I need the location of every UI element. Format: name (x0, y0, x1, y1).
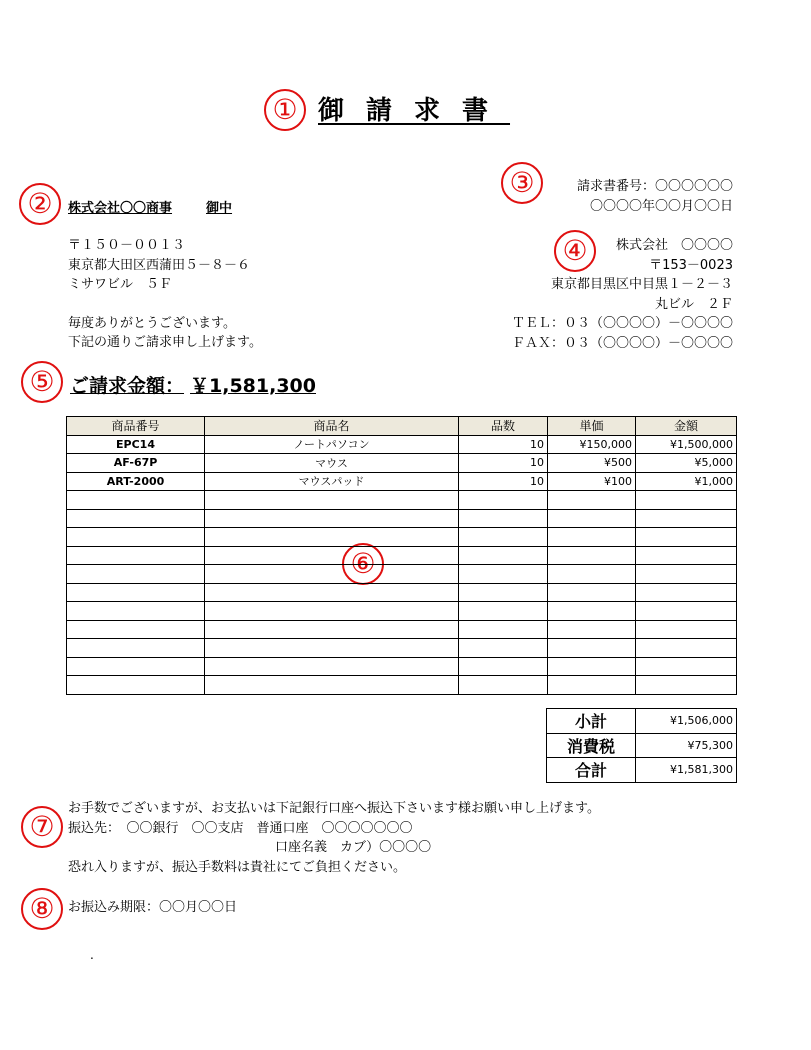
marker-3: ③ (501, 162, 543, 204)
empty-cell (636, 565, 737, 584)
billing-amount (70, 371, 316, 398)
empty-cell (67, 528, 205, 547)
empty-cell (67, 565, 205, 584)
empty-row (67, 639, 737, 658)
empty-cell (459, 676, 548, 695)
empty-cell (548, 620, 636, 639)
empty-cell (636, 546, 737, 565)
empty-cell (459, 602, 548, 621)
empty-cell (67, 546, 205, 565)
empty-cell (459, 620, 548, 639)
total-row (547, 758, 737, 783)
empty-cell (459, 657, 548, 676)
empty-cell (205, 620, 459, 639)
issuer-company: 株式会社 〇〇〇〇 (615, 238, 733, 253)
item-name: マウス (205, 454, 459, 473)
empty-cell (205, 676, 459, 695)
item-amount: ¥5,000 (636, 454, 737, 473)
item-unit-price: ¥500 (548, 454, 636, 473)
client-address-line1: 東京都大田区西蒲田５－８－６ (68, 257, 251, 273)
empty-cell (205, 546, 459, 565)
empty-cell (67, 509, 205, 528)
empty-cell (459, 509, 548, 528)
empty-cell (548, 583, 636, 602)
empty-cell (636, 602, 737, 621)
greeting-line2: 下記の通りご請求申し上げます。 (68, 335, 262, 350)
empty-row (67, 509, 737, 528)
empty-cell (636, 657, 737, 676)
empty-cell (548, 509, 636, 528)
issuer-postal: 〒153－0023 (649, 257, 733, 273)
invoice-date: 〇〇〇〇年〇〇月〇〇日 (589, 198, 733, 214)
greeting-line1: 毎度ありがとうございます。 (68, 315, 236, 331)
empty-cell (67, 491, 205, 510)
item-code: EPC14 (67, 435, 205, 454)
item-code: AF-67P (67, 454, 205, 473)
empty-cell (636, 491, 737, 510)
empty-row (67, 528, 737, 547)
empty-cell (548, 639, 636, 658)
subtotal-label: 小計 (547, 709, 636, 734)
empty-cell (459, 491, 548, 510)
empty-cell (548, 565, 636, 584)
bank-line1: お手数でございますが、お支払いは下記銀行口座へ振込下さいます様お願い申し上げます。 (68, 801, 600, 816)
bank-line2: 振込先： 〇〇銀行 〇〇支店 普通口座 〇〇〇〇〇〇〇 (68, 820, 413, 836)
marker-1: ① (264, 89, 306, 131)
empty-cell (67, 639, 205, 658)
client-address-line2: ミサワビル ５Ｆ (68, 277, 173, 292)
empty-cell (459, 565, 548, 584)
empty-cell (205, 583, 459, 602)
marker-6: ⑥ (342, 543, 384, 585)
empty-row (67, 491, 737, 510)
empty-row (67, 620, 737, 639)
empty-cell (548, 528, 636, 547)
table-row (67, 435, 737, 454)
empty-cell (67, 676, 205, 695)
tax-row (547, 733, 737, 758)
items-table (66, 416, 737, 695)
table-row (67, 472, 737, 491)
client-address (68, 236, 262, 353)
empty-row (67, 657, 737, 676)
issuer-fax: ＦＡＸ：０３（〇〇〇〇）－〇〇〇〇 (511, 335, 733, 351)
empty-cell (548, 546, 636, 565)
billing-amount-label: ご請求金額： (70, 375, 185, 397)
empty-row (67, 676, 737, 695)
empty-cell (205, 491, 459, 510)
item-code: ART-2000 (67, 472, 205, 491)
empty-row (67, 565, 737, 584)
empty-cell (548, 602, 636, 621)
marker-5: ⑤ (21, 361, 63, 403)
item-name: ノートパソコン (205, 435, 459, 454)
subtotal-row (547, 709, 737, 734)
empty-cell (459, 546, 548, 565)
client-company: 株式会社〇〇商事 (68, 201, 173, 216)
tax-label: 消費税 (547, 733, 636, 758)
item-amount: ¥1,500,000 (636, 435, 737, 454)
empty-cell (548, 491, 636, 510)
table-row (67, 454, 737, 473)
invoice-number: 請求書番号：〇〇〇〇〇〇 (576, 179, 733, 194)
header-code: 商品番号 (67, 417, 205, 436)
item-qty: 10 (459, 454, 548, 473)
issuer-tel: ＴＥＬ：０３（〇〇〇〇）－〇〇〇〇 (511, 316, 733, 331)
empty-cell (67, 657, 205, 676)
item-qty: 10 (459, 472, 548, 491)
issuer-block (512, 236, 733, 353)
empty-cell (459, 528, 548, 547)
empty-row (67, 546, 737, 565)
marker-7: ⑦ (21, 806, 63, 848)
header-name: 商品名 (205, 417, 459, 436)
bank-line4: 恐れ入りますが、振込手数料は貴社にてご負担ください。 (68, 859, 407, 875)
empty-cell (67, 620, 205, 639)
empty-cell (548, 676, 636, 695)
item-name: マウスパッド (205, 472, 459, 491)
item-qty: 10 (459, 435, 548, 454)
empty-cell (636, 528, 737, 547)
header-unit-price: 単価 (548, 417, 636, 436)
total-label: 合計 (547, 758, 636, 783)
empty-cell (636, 620, 737, 639)
subtotal-value: ¥1,506,000 (636, 709, 737, 734)
empty-row (67, 583, 737, 602)
invoice-info (577, 177, 733, 216)
table-header-row (67, 417, 737, 436)
client-honorific: 御中 (206, 201, 233, 216)
empty-cell (548, 657, 636, 676)
empty-cell (205, 509, 459, 528)
empty-cell (636, 676, 737, 695)
empty-cell (636, 509, 737, 528)
total-value: ¥1,581,300 (636, 758, 737, 783)
item-amount: ¥1,000 (636, 472, 737, 491)
empty-cell (205, 657, 459, 676)
empty-cell (636, 639, 737, 658)
empty-cell (67, 583, 205, 602)
empty-cell (205, 639, 459, 658)
item-unit-price: ¥100 (548, 472, 636, 491)
footnote-dot: . (90, 948, 94, 962)
header-qty: 品数 (459, 417, 548, 436)
empty-cell (205, 602, 459, 621)
empty-cell (459, 583, 548, 602)
empty-row (67, 602, 737, 621)
bank-line3: 口座名義 カブ）〇〇〇〇 (275, 840, 432, 855)
empty-cell (205, 528, 459, 547)
issuer-address2: 丸ビル ２Ｆ (654, 296, 733, 312)
client-name (68, 197, 232, 216)
issuer-address1: 東京都目黒区中目黒１－２－３ (550, 277, 733, 292)
tax-value: ¥75,300 (636, 733, 737, 758)
empty-cell (459, 639, 548, 658)
marker-2: ② (19, 183, 61, 225)
payment-deadline: お振込み期限：〇〇月〇〇日 (68, 900, 238, 915)
marker-4: ④ (554, 230, 596, 272)
item-unit-price: ¥150,000 (548, 435, 636, 454)
client-postal: 〒１５０－００１３ (68, 238, 186, 253)
empty-cell (636, 583, 737, 602)
billing-amount-value: ￥1,581,300 (190, 375, 316, 397)
bank-info (68, 799, 600, 877)
marker-8: ⑧ (21, 888, 63, 930)
header-amount: 金額 (636, 417, 737, 436)
empty-cell (67, 602, 205, 621)
empty-cell (205, 565, 459, 584)
page-title: 御請求書 (318, 96, 511, 126)
totals-table (546, 708, 737, 783)
